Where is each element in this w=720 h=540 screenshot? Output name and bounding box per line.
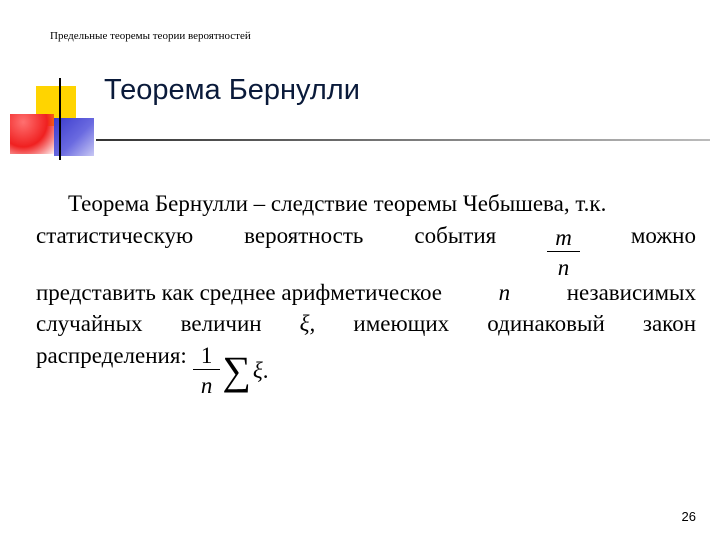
body-line-2 <box>36 220 696 280</box>
word: имеющих <box>353 311 450 337</box>
fraction-denominator: n <box>200 373 213 399</box>
fraction-numerator: 1 <box>193 344 221 370</box>
word: можно <box>630 222 696 248</box>
fraction-numerator: m <box>547 226 580 252</box>
variable-xi: ξ <box>252 357 263 383</box>
slide-title: Теорема Бернулли <box>104 74 360 106</box>
body-line-3 <box>36 277 696 309</box>
vertical-rule <box>59 78 61 160</box>
fraction-one-over-n <box>193 344 221 397</box>
text-part: распределения: <box>36 343 187 369</box>
summation-symbol: ∑ <box>222 347 251 393</box>
body-text: Теорема Бернулли – следствие теоремы Чебышева, т.к. <box>68 191 607 216</box>
word: закон <box>642 311 696 337</box>
red-square-decoration <box>10 114 54 154</box>
variable-n: n <box>498 279 511 305</box>
body-line-4 <box>36 308 696 340</box>
title-underline <box>96 139 710 141</box>
word: случайных <box>36 311 143 337</box>
word: статистическую <box>36 222 194 248</box>
text-part: независимых <box>566 279 696 305</box>
mean-formula <box>193 344 269 397</box>
period: . <box>262 357 269 383</box>
variable-xi: ξ, <box>299 311 316 337</box>
body-line-1 <box>36 188 696 220</box>
word: одинаковый <box>487 311 605 337</box>
section-header: Предельные теоремы теории вероятностей <box>50 30 251 42</box>
page-number: 26 <box>681 509 696 524</box>
slide-body <box>36 188 696 397</box>
fraction-denominator: n <box>557 254 570 280</box>
fraction-m-over-n <box>547 226 580 279</box>
word: величин <box>180 311 262 337</box>
text-part: представить как среднее арифметическое <box>36 279 442 305</box>
word: вероятность <box>244 222 364 248</box>
body-line-5 <box>36 340 696 397</box>
word: события <box>414 222 497 248</box>
